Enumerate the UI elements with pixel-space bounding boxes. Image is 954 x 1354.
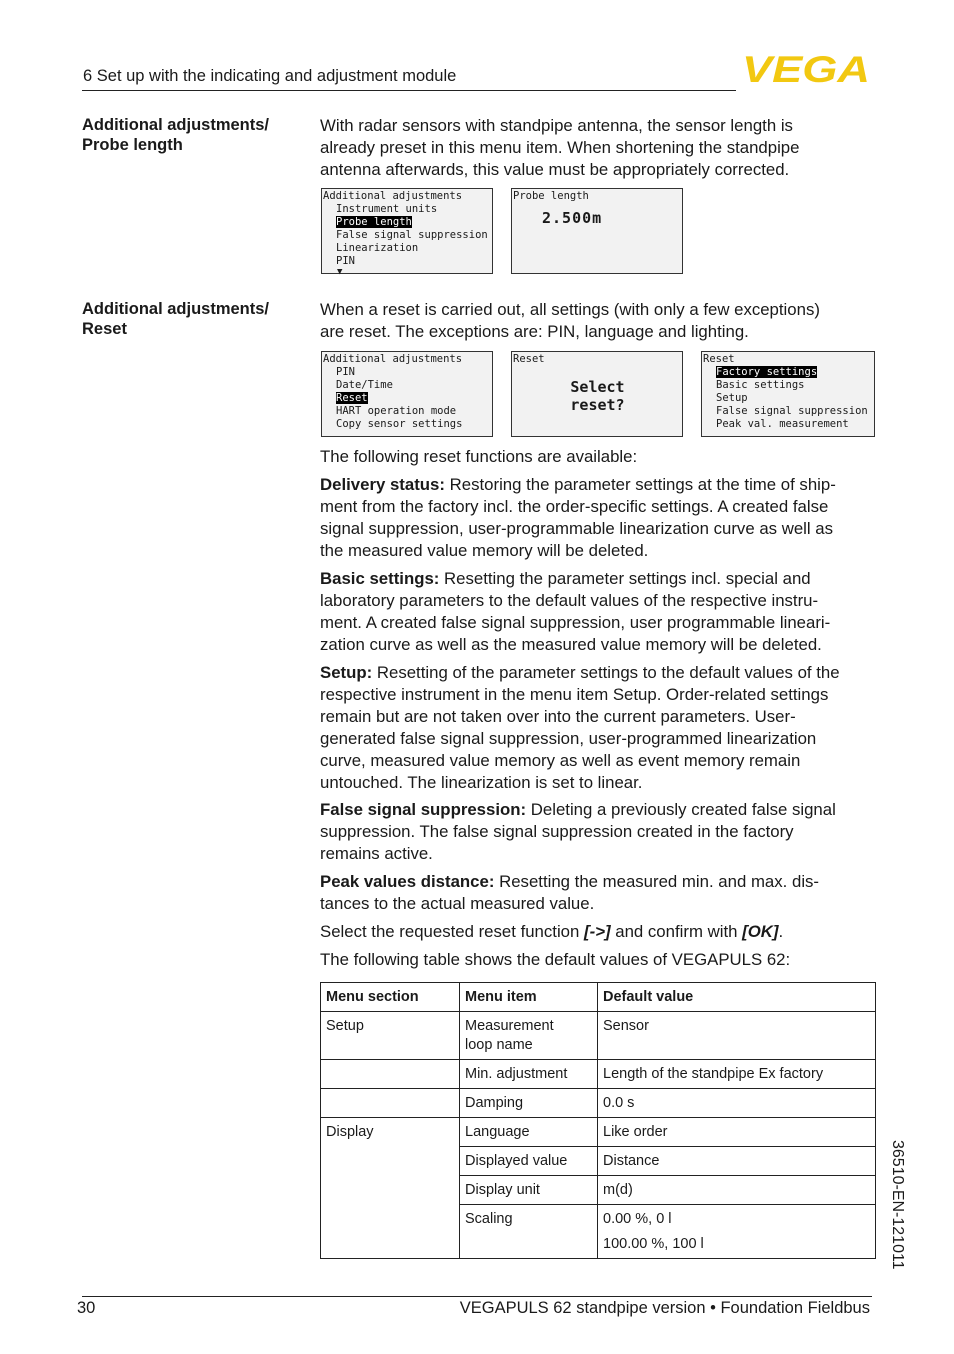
arrow-key-label: [->] (584, 922, 611, 941)
scroll-down-icon: ▼ (337, 267, 343, 277)
probe-length-heading: Additional adjustments/ Probe length (82, 116, 270, 154)
lcd-additional-adjustments-menu: Additional adjustments Instrument units Probe length False signal suppression Linearization PIN ▼ (321, 188, 493, 274)
table-row: Damping 0.0 s (321, 1089, 876, 1118)
table-row: Min. adjustment Length of the standpipe Ex factory (321, 1060, 876, 1089)
table-header: Menu item (460, 983, 598, 1012)
lcd-reset-options: Reset Factory settings Basic settings Setup False signal suppression Peak val. measurement (701, 351, 875, 437)
delivery-status-paragraph: Delivery status: Restoring the parameter settings at the time of ship- ment from the factory incl. the order-specific settings. A created false signal suppression, user-programmable linearization curve as well as the measured value memory will be deleted. (320, 475, 836, 560)
table-header: Default value (598, 983, 876, 1012)
reset-description: When a reset is carried out, all settings (with only a few exceptions) are reset. The exceptions are: PIN, language and lighting. (320, 300, 820, 341)
lcd-selected-item: Factory settings (716, 366, 818, 378)
reset-functions-intro: The following reset functions are available: (320, 447, 638, 466)
select-instruction: Select the requested reset function [->] and confirm with [OK]. (320, 922, 784, 941)
peak-values-paragraph: Peak values distance: Resetting the measured min. and max. dis- tances to the actual measured value. (320, 872, 820, 913)
running-header: 6 Set up with the indicating and adjustment module (83, 67, 457, 85)
lcd-probe-length-value: Probe length 2.500m (511, 188, 683, 274)
reset-heading: Additional adjustments/ Reset (82, 300, 270, 338)
lcd-reset-confirm: Reset Select reset? (511, 351, 683, 437)
ok-key-label: [OK] (742, 922, 779, 941)
table-row: Scaling 0.00 %, 0 l 100.00 %, 100 l (321, 1205, 876, 1259)
document-code: 36510-EN-121011 (889, 1140, 906, 1270)
table-intro: The following table shows the default values of VEGAPULS 62: (320, 950, 791, 969)
default-values-table (320, 982, 876, 1259)
lcd-selected-item: Probe length (336, 216, 412, 228)
false-signal-paragraph: False signal suppression: Deleting a previously created false signal suppression. The false signal suppression created in the factory remains active. (320, 800, 836, 863)
footer-doc-title: VEGAPULS 62 standpipe version • Foundation Fieldbus (459, 1299, 870, 1317)
table-row: Display unit m(d) (321, 1176, 876, 1205)
table-row: Display Language Like order (321, 1118, 876, 1147)
lcd-reset-menu: Additional adjustments PIN Date/Time Reset HART operation mode Copy sensor settings (321, 351, 493, 437)
header-rule (82, 90, 736, 91)
page-number: 30 (77, 1299, 96, 1317)
probe-length-description: With radar sensors with standpipe antenna, the sensor length is already preset in this menu item. When shortening the standpipe antenna afterwards, this value must be appropriately corrected. (320, 116, 800, 179)
table-header-row (321, 983, 876, 1012)
vega-logo (742, 52, 872, 84)
table-row: Setup Measurement loop name Sensor (321, 1012, 876, 1060)
table-row: Displayed value Distance (321, 1147, 876, 1176)
footer-rule (82, 1296, 872, 1297)
setup-paragraph: Setup: Resetting of the parameter settings to the default values of the respective instrument in the menu item Setup. Order-related settings remain but are not taken over into the current parameters. User- generated false signal suppression, user-programmed linearization curve, measured value memory as well as event memory remain untouched. The linearization is set to linear. (320, 663, 840, 792)
lcd-selected-item: Reset (336, 392, 368, 404)
table-header: Menu section (321, 983, 460, 1012)
svg-text:VEGA: VEGA (742, 52, 870, 84)
basic-settings-paragraph: Basic settings: Resetting the parameter settings incl. special and laboratory parameters to the default values of the respective instru- ment. A created false signal suppression, user programmable lineari- zation curve as well as the measured value memory will be deleted. (320, 569, 831, 654)
